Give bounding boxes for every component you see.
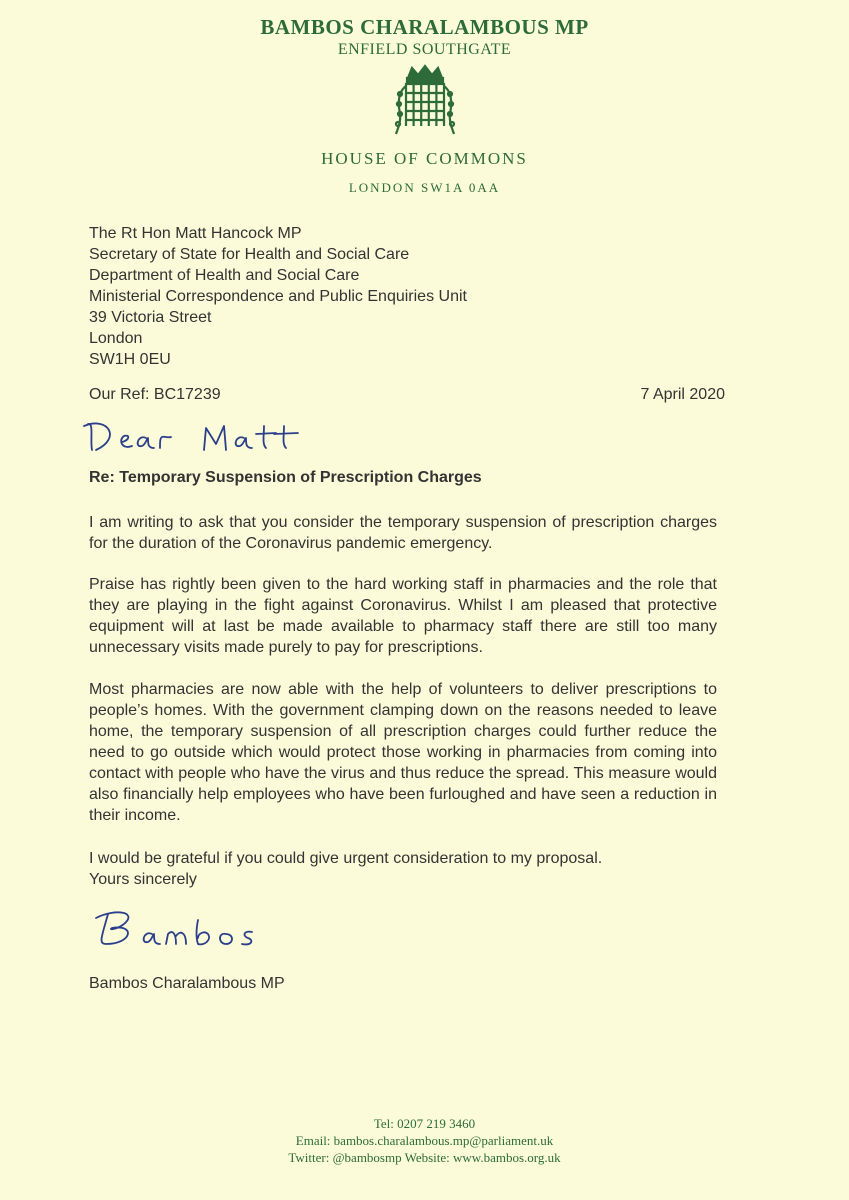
reference-line: [89, 385, 725, 405]
our-reference: Our Ref: BC17239: [89, 386, 221, 403]
addressee-block: [89, 223, 467, 370]
letter-subject: Re: Temporary Suspension of Prescription Charges: [89, 469, 482, 486]
body-paragraph: Most pharmacies are now able with the help of volunteers to deliver prescriptions to people’s homes. With the government clamping down on the reasons needed to leave home, the temporary suspension of all prescription charges could further reduce the need to go outside which would protect those working in pharmacies from coming into contact with people who have the virus and thus reduce the spread. This measure would also financially help employees who have been furloughed and have seen a reduction in their income.: [89, 681, 717, 824]
portcullis-icon: [392, 64, 458, 136]
constituency: ENFIELD SOUTHGATE: [337, 41, 512, 58]
addressee-line: Ministerial Correspondence and Public Enquiries Unit: [89, 288, 467, 305]
house-address: LONDON SW1A 0AA: [348, 180, 501, 195]
addressee-line: Department of Health and Social Care: [89, 267, 360, 284]
addressee-line: The Rt Hon Matt Hancock MP: [89, 225, 302, 242]
letter-footer: [0, 1115, 849, 1166]
addressee-line: 39 Victoria Street: [89, 309, 212, 326]
addressee-line: London: [89, 330, 143, 347]
footer-web: Twitter: @bambosmp Website: www.bambos.org.uk: [288, 1150, 561, 1165]
letter-date: 7 April 2020: [640, 386, 725, 403]
mp-name: BAMBOS CHARALAMBOUS MP: [260, 15, 589, 39]
closing-block: [89, 848, 602, 890]
body-paragraph: I am writing to ask that you consider the temporary suspension of prescription charges for the duration of the Coronavirus pandemic emergency.: [89, 514, 717, 552]
body-paragraph: Praise has rightly been given to the hard working staff in pharmacies and the role that they are playing in the fight against Coronavirus. Whilst I am pleased that protective equipment will at last be made available to pharmacy staff there are still too many unnecessary visits made purely to pay for prescriptions.: [89, 576, 717, 656]
footer-email: Email: bambos.charalambous.mp@parliament.uk: [295, 1133, 554, 1148]
handwritten-salutation: [78, 410, 318, 458]
signer-name: Bambos Charalambous MP: [89, 975, 285, 992]
footer-telephone: Tel: 0207 219 3460: [373, 1116, 476, 1131]
closing-request: I would be grateful if you could give urgent consideration to my proposal.: [89, 850, 603, 867]
letterhead: [0, 14, 849, 197]
addressee-line: SW1H 0EU: [89, 351, 171, 368]
handwritten-signature: [86, 900, 296, 960]
addressee-line: Secretary of State for Health and Social Care: [89, 246, 410, 263]
valediction: Yours sincerely: [89, 871, 197, 888]
house-of-commons: HOUSE OF COMMONS: [321, 149, 528, 168]
